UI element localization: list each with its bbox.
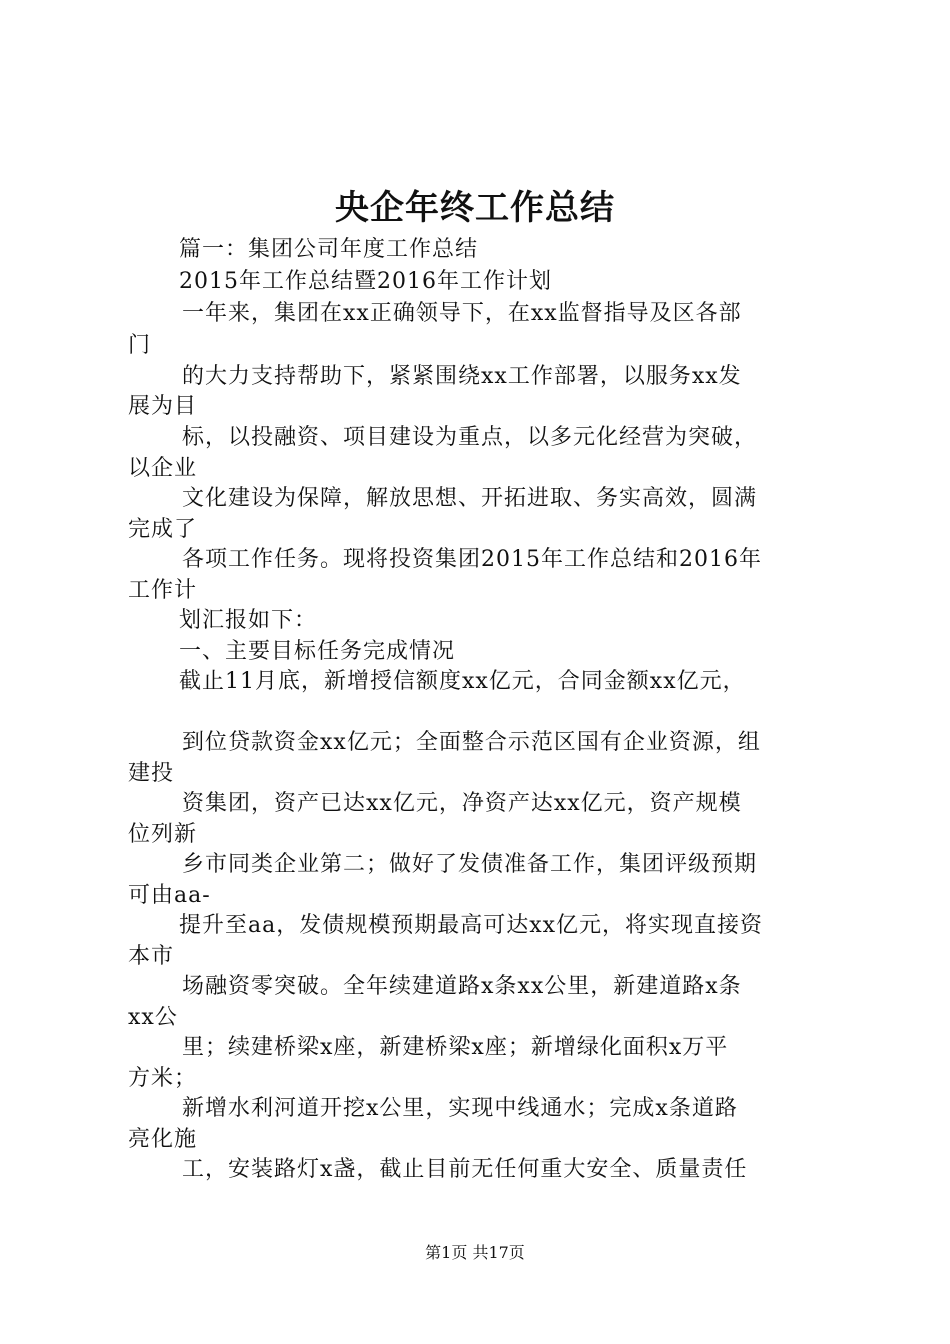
body-line: 各项工作任务。现将投资集团2015年工作总结和2016年 [182,547,762,572]
body-line: 提升至aa，发债规模预期最高可达xx亿元，将实现直接资 [179,913,764,938]
section-heading: 篇一：集团公司年度工作总结 [179,237,479,262]
body-line-wrap: 建投 [128,761,175,786]
body-line-wrap: xx公 [128,1005,178,1030]
body-line: 乡市同类企业第二；做好了发债准备工作，集团评级预期 [182,852,758,877]
body-line-wrap: 以企业 [128,456,198,481]
body-line-wrap: 方米； [128,1066,198,1091]
body-line-wrap: 本市 [128,944,175,969]
body-line-wrap: 可由aa- [128,883,211,908]
body-line: 划汇报如下： [179,608,318,633]
body-line-wrap: 展为目 [128,394,198,419]
body-line-wrap: 工作计 [128,578,198,603]
body-line-wrap: 门 [128,333,152,358]
body-line: 截止11月底，新增授信额度xx亿元，合同金额xx亿元， [179,669,746,694]
body-line-wrap: 亮化施 [128,1127,198,1152]
section-heading: 一、主要目标任务完成情况 [179,639,456,664]
body-line-wrap: 完成了 [128,517,198,542]
document-title: 央企年终工作总结 [335,188,615,228]
body-line: 到位贷款资金xx亿元；全面整合示范区国有企业资源，组 [182,730,761,755]
body-line: 标，以投融资、项目建设为重点，以多元化经营为突破， [182,425,758,450]
body-line: 一年来，集团在xx正确领导下，在xx监督指导及区各部 [182,301,742,326]
body-line: 文化建设为保障，解放思想、开拓进取、务实高效，圆满 [182,486,758,511]
page-number: 第1页 共17页 [425,1243,525,1262]
body-line: 资集团，资产已达xx亿元，净资产达xx亿元，资产规模 [182,791,742,816]
body-line: 场融资零突破。全年续建道路x条xx公里，新建道路x条 [182,974,742,999]
body-line: 工，安装路灯x盏，截止目前无任何重大安全、质量责任 [182,1157,748,1182]
body-line-wrap: 位列新 [128,822,198,847]
body-line: 的大力支持帮助下，紧紧围绕xx工作部署，以服务xx发 [182,364,742,389]
body-line: 里；续建桥梁x座，新建桥梁x座；新增绿化面积x万平 [182,1035,729,1060]
body-line: 新增水利河道开挖x公里，实现中线通水；完成x条道路 [182,1096,738,1121]
subtitle-line: 2015年工作总结暨2016年工作计划 [179,269,552,294]
